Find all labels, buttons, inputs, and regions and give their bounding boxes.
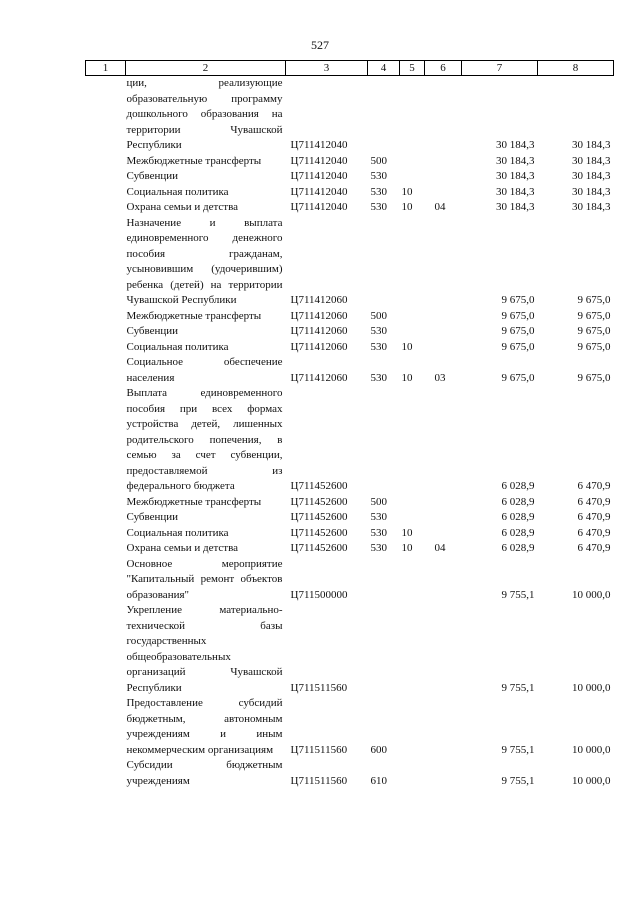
row-value-8: 6 470,9 bbox=[577, 480, 611, 492]
row-col-6 bbox=[425, 603, 462, 696]
row-col-6 bbox=[425, 696, 462, 758]
row-col-6 bbox=[425, 309, 462, 325]
row-col-5: 10 bbox=[401, 526, 413, 539]
row-col-1 bbox=[86, 510, 126, 526]
row-value-7: 9 675,0 bbox=[501, 340, 535, 353]
table-row bbox=[86, 216, 614, 309]
table-row bbox=[86, 557, 614, 604]
table-row bbox=[86, 185, 614, 201]
row-value-8: 30 184,3 bbox=[572, 170, 611, 182]
header-col-3: 3 bbox=[286, 61, 368, 76]
row-name: Основное мероприятие "Капитальный ремонт объектов образования" bbox=[126, 557, 283, 601]
table-body bbox=[86, 76, 614, 790]
row-col-1 bbox=[86, 216, 126, 309]
row-code: Ц711412060 bbox=[290, 340, 348, 353]
row-col-4: 530 bbox=[370, 526, 387, 539]
row-col-4: 530 bbox=[370, 340, 387, 353]
row-code: Ц711412040 bbox=[290, 154, 348, 167]
row-name: Социальная политика bbox=[126, 185, 229, 198]
row-col-5 bbox=[400, 154, 425, 170]
table-row bbox=[86, 200, 614, 216]
row-name: Межбюджетные трансферты bbox=[126, 309, 262, 322]
table-row bbox=[86, 510, 614, 526]
row-value-8: 9 675,0 bbox=[577, 309, 611, 322]
table-row bbox=[86, 324, 614, 340]
row-col-4: 530 bbox=[370, 325, 387, 337]
row-col-1 bbox=[86, 355, 126, 386]
row-value-8: 9 675,0 bbox=[577, 294, 611, 306]
row-col-5 bbox=[400, 324, 425, 340]
row-name: ции, реализующие образовательную программу дошкольного образования на территории Чувашской Республики bbox=[126, 77, 283, 151]
header-col-7: 7 bbox=[462, 61, 538, 76]
row-code: Ц711511560 bbox=[290, 743, 348, 756]
row-name: Субвенции bbox=[126, 170, 179, 182]
row-code: Ц711452600 bbox=[290, 511, 348, 523]
row-col-6: 04 bbox=[434, 201, 446, 213]
table-row bbox=[86, 76, 614, 154]
row-name: Предоставление субсидий бюджетным, автономным учреждениям и иным некоммерческим организациям bbox=[126, 697, 283, 756]
row-value-7: 9 675,0 bbox=[501, 325, 535, 337]
table-row bbox=[86, 758, 614, 789]
row-col-6 bbox=[425, 76, 462, 154]
row-value-7: 6 028,9 bbox=[501, 511, 535, 523]
row-col-1 bbox=[86, 324, 126, 340]
row-value-8: 6 470,9 bbox=[577, 526, 611, 539]
table-row bbox=[86, 154, 614, 170]
row-name: Выплата единовременного пособия при всех формах устройства детей, лишенных родительского попечения, в семью за счет субвенции, предоставляемой из федерального бюджета bbox=[126, 387, 283, 492]
row-col-4: 500 bbox=[370, 495, 387, 508]
row-value-8: 30 184,3 bbox=[572, 139, 611, 151]
row-code: Ц711412040 bbox=[290, 139, 348, 151]
row-col-5 bbox=[400, 495, 425, 511]
row-col-6 bbox=[425, 758, 462, 789]
row-name: Охрана семьи и детства bbox=[126, 201, 239, 213]
budget-table bbox=[85, 60, 614, 789]
row-value-7: 9 675,0 bbox=[501, 309, 535, 322]
row-value-8: 30 184,3 bbox=[572, 201, 611, 213]
row-col-1 bbox=[86, 386, 126, 495]
row-value-7: 9 755,1 bbox=[501, 774, 535, 787]
row-name: Назначение и выплата единовременного денежного пособия гражданам, усыновившим (удочерившим) ребенка (детей) на территории Чувашской Республики bbox=[126, 216, 283, 306]
row-value-8: 6 470,9 bbox=[577, 542, 611, 554]
table-row bbox=[86, 340, 614, 356]
header-col-5: 5 bbox=[400, 61, 425, 76]
row-col-1 bbox=[86, 495, 126, 511]
row-col-5: 10 bbox=[401, 542, 413, 554]
table-row bbox=[86, 169, 614, 185]
row-col-5 bbox=[400, 603, 425, 696]
row-col-1 bbox=[86, 603, 126, 696]
row-col-6 bbox=[425, 495, 462, 511]
header-col-6: 6 bbox=[425, 61, 462, 76]
row-value-7: 9 675,0 bbox=[501, 294, 535, 306]
row-code: Ц711452600 bbox=[290, 542, 348, 554]
row-value-7: 30 184,3 bbox=[496, 185, 535, 198]
row-value-7: 30 184,3 bbox=[496, 139, 535, 151]
row-col-6 bbox=[425, 340, 462, 356]
row-code: Ц711412040 bbox=[290, 201, 348, 213]
row-col-5 bbox=[400, 76, 425, 154]
row-value-8: 6 470,9 bbox=[577, 511, 611, 523]
row-col-4 bbox=[368, 76, 400, 154]
row-col-5 bbox=[400, 216, 425, 309]
row-col-5: 10 bbox=[401, 185, 413, 198]
row-col-1 bbox=[86, 200, 126, 216]
row-value-7: 6 028,9 bbox=[501, 526, 535, 539]
row-name: Укрепление материально-технической базы государственных общеобразовательных организаций Чувашской Республики bbox=[126, 604, 283, 694]
row-name: Охрана семьи и детства bbox=[126, 542, 239, 554]
row-col-4: 530 bbox=[370, 185, 387, 198]
row-col-1 bbox=[86, 758, 126, 789]
row-code: Ц711452600 bbox=[290, 480, 348, 492]
row-col-5 bbox=[400, 758, 425, 789]
row-code: Ц711511560 bbox=[290, 774, 348, 787]
row-col-5 bbox=[400, 510, 425, 526]
row-col-4: 500 bbox=[370, 309, 387, 322]
row-code: Ц711412060 bbox=[290, 371, 348, 384]
row-col-6 bbox=[425, 510, 462, 526]
row-code: Ц711452600 bbox=[290, 526, 348, 539]
row-code: Ц711511560 bbox=[290, 681, 348, 694]
row-col-4: 530 bbox=[370, 371, 387, 384]
row-col-5: 10 bbox=[401, 201, 413, 213]
row-name: Социальная политика bbox=[126, 526, 229, 539]
row-code: Ц711412040 bbox=[290, 170, 348, 182]
table-header-row bbox=[86, 61, 614, 76]
row-col-5: 10 bbox=[401, 371, 413, 384]
row-col-1 bbox=[86, 169, 126, 185]
row-name: Межбюджетные трансферты bbox=[126, 495, 262, 508]
table-row bbox=[86, 309, 614, 325]
table-row bbox=[86, 696, 614, 758]
row-col-4: 530 bbox=[370, 201, 387, 213]
row-name: Социальное обеспечение населения bbox=[126, 356, 283, 384]
row-name: Социальная политика bbox=[126, 340, 229, 353]
table-row bbox=[86, 386, 614, 495]
row-value-8: 10 000,0 bbox=[572, 588, 611, 601]
row-value-7: 6 028,9 bbox=[501, 495, 535, 508]
row-col-1 bbox=[86, 154, 126, 170]
row-col-6: 04 bbox=[434, 542, 446, 554]
row-col-4: 530 bbox=[370, 170, 387, 182]
table-row bbox=[86, 495, 614, 511]
row-col-4 bbox=[368, 386, 400, 495]
row-col-4: 610 bbox=[370, 774, 387, 787]
row-col-5 bbox=[400, 386, 425, 495]
row-value-7: 9 755,1 bbox=[501, 588, 535, 601]
row-col-5 bbox=[400, 309, 425, 325]
row-name: Субвенции bbox=[126, 325, 179, 337]
row-col-4: 530 bbox=[370, 542, 387, 554]
row-col-6 bbox=[425, 324, 462, 340]
row-value-7: 30 184,3 bbox=[496, 170, 535, 182]
row-name: Субвенции bbox=[126, 511, 179, 523]
row-value-8: 30 184,3 bbox=[572, 185, 611, 198]
row-value-8: 9 675,0 bbox=[577, 325, 611, 337]
table-row bbox=[86, 526, 614, 542]
row-value-8: 6 470,9 bbox=[577, 495, 611, 508]
row-name: Межбюджетные трансферты bbox=[126, 154, 262, 167]
table-row bbox=[86, 603, 614, 696]
table-row bbox=[86, 541, 614, 557]
header-col-2: 2 bbox=[126, 61, 286, 76]
row-code: Ц711412040 bbox=[290, 185, 348, 198]
row-col-4 bbox=[368, 603, 400, 696]
row-col-1 bbox=[86, 541, 126, 557]
row-value-8: 10 000,0 bbox=[572, 743, 611, 756]
row-col-1 bbox=[86, 696, 126, 758]
row-col-6 bbox=[425, 526, 462, 542]
row-value-8: 9 675,0 bbox=[577, 371, 611, 384]
row-col-6 bbox=[425, 216, 462, 309]
row-code: Ц711412060 bbox=[290, 325, 348, 337]
row-col-5: 10 bbox=[401, 340, 413, 353]
row-col-6 bbox=[425, 154, 462, 170]
row-col-4: 600 bbox=[370, 743, 387, 756]
row-col-6 bbox=[425, 557, 462, 604]
row-name: Субсидии бюджетным учреждениям bbox=[126, 759, 283, 787]
row-value-7: 9 755,1 bbox=[501, 681, 535, 694]
row-value-8: 9 675,0 bbox=[577, 340, 611, 353]
row-value-7: 6 028,9 bbox=[501, 542, 535, 554]
row-value-7: 6 028,9 bbox=[501, 480, 535, 492]
row-value-8: 30 184,3 bbox=[572, 154, 611, 167]
row-code: Ц711500000 bbox=[290, 588, 348, 601]
row-col-4 bbox=[368, 216, 400, 309]
row-col-1 bbox=[86, 185, 126, 201]
row-col-6 bbox=[425, 169, 462, 185]
row-col-4: 500 bbox=[370, 154, 387, 167]
row-value-7: 9 755,1 bbox=[501, 743, 535, 756]
row-value-8: 10 000,0 bbox=[572, 681, 611, 694]
row-col-4 bbox=[368, 557, 400, 604]
row-value-7: 30 184,3 bbox=[496, 154, 535, 167]
row-value-7: 9 675,0 bbox=[501, 371, 535, 384]
row-value-8: 10 000,0 bbox=[572, 774, 611, 787]
row-value-7: 30 184,3 bbox=[496, 201, 535, 213]
row-col-1 bbox=[86, 76, 126, 154]
row-col-1 bbox=[86, 340, 126, 356]
row-col-5 bbox=[400, 169, 425, 185]
row-col-5 bbox=[400, 696, 425, 758]
row-col-6: 03 bbox=[434, 371, 446, 384]
row-code: Ц711412060 bbox=[290, 294, 348, 306]
row-col-6 bbox=[425, 185, 462, 201]
table-row bbox=[86, 355, 614, 386]
row-code: Ц711412060 bbox=[290, 309, 348, 322]
row-col-4: 530 bbox=[370, 511, 387, 523]
header-col-1: 1 bbox=[86, 61, 126, 76]
header-col-4: 4 bbox=[368, 61, 400, 76]
header-col-8: 8 bbox=[538, 61, 614, 76]
row-col-5 bbox=[400, 557, 425, 604]
page-number: 527 bbox=[311, 38, 329, 52]
row-code: Ц711452600 bbox=[290, 495, 348, 508]
row-col-1 bbox=[86, 309, 126, 325]
row-col-1 bbox=[86, 557, 126, 604]
row-col-1 bbox=[86, 526, 126, 542]
row-col-6 bbox=[425, 386, 462, 495]
